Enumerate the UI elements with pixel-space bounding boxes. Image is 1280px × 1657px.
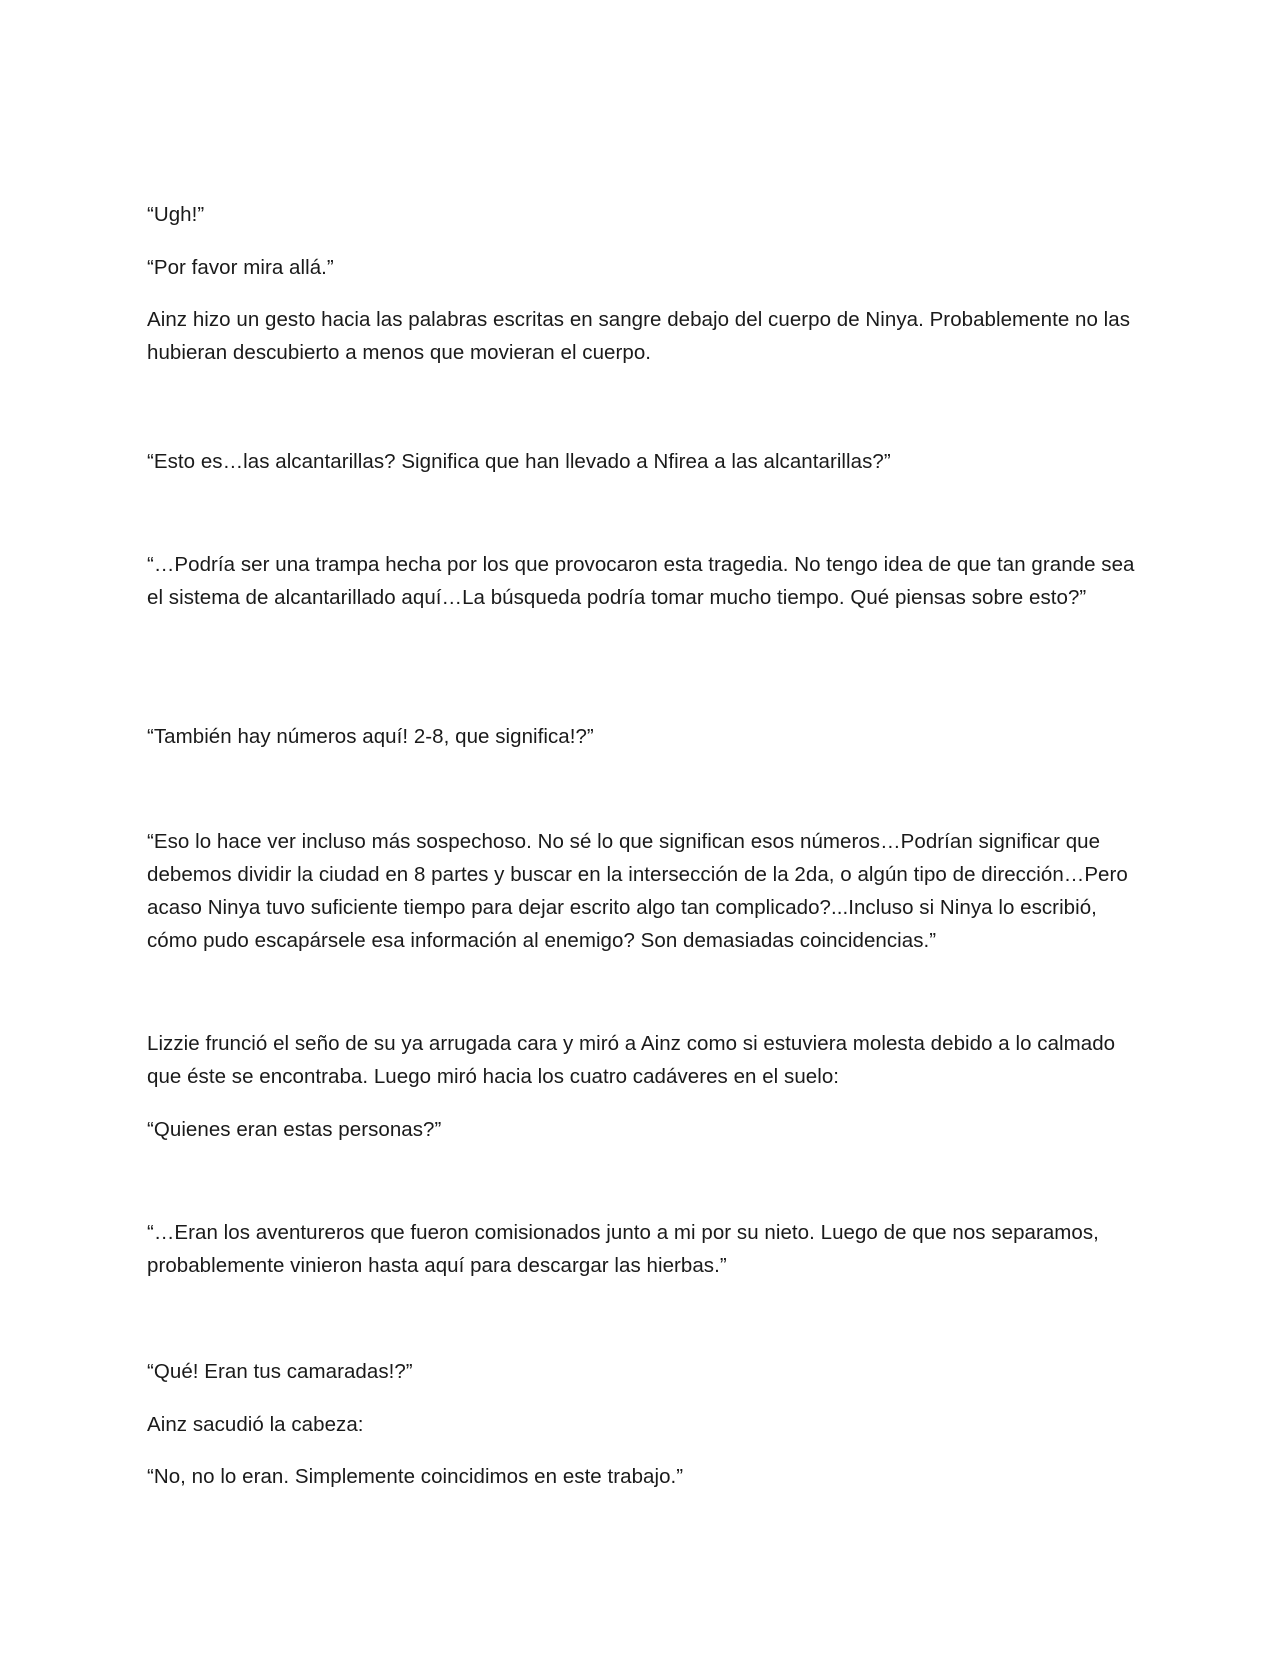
paragraph: Ainz hizo un gesto hacia las palabras escritas en sangre debajo del cuerpo de Ninya. Probablemente no las hubieran descubierto a menos que movieran el cuerpo. <box>147 308 1131 364</box>
paragraph: “Eso lo hace ver incluso más sospechoso. No sé lo que significan esos números…Podrían significar que debemos dividir la ciudad en 8 partes y buscar en la intersección de la 2da, o algún tipo de dirección…Pero acaso Ninya tuvo suficiente tiempo para dejar escrito algo tan complicado?...Incluso si Ninya lo escribió, cómo pudo escapársele esa información al enemigo? Son demasiadas coincidencias.” <box>147 830 1128 952</box>
paragraph: “Ugh!” <box>147 203 205 226</box>
paragraph: Lizzie frunció el seño de su ya arrugada cara y miró a Ainz como si estuviera molesta debido a lo calmado que éste se encontraba. Luego miró hacia los cuatro cadáveres en el suelo: <box>147 1032 1116 1088</box>
paragraph: “…Podría ser una trampa hecha por los que provocaron esta tragedia. No tengo idea de que tan grande sea el sistema de alcantarillado aquí…La búsqueda podría tomar mucho tiempo. Qué piensas sobre esto?” <box>147 553 1135 609</box>
paragraph: “También hay números aquí! 2-8, que significa!?” <box>147 725 594 748</box>
paragraph: Ainz sacudió la cabeza: <box>147 1413 364 1436</box>
paragraph: “Qué! Eran tus camaradas!?” <box>147 1360 413 1383</box>
paragraph: “Quienes eran estas personas?” <box>147 1118 442 1141</box>
paragraph: “…Eran los aventureros que fueron comisionados junto a mi por su nieto. Luego de que nos separamos, probablemente vinieron hasta aquí para descargar las hierbas.” <box>147 1221 1099 1277</box>
paragraph: “No, no lo eran. Simplemente coincidimos en este trabajo.” <box>147 1465 684 1488</box>
paragraph: “Esto es…las alcantarillas? Significa que han llevado a Nfirea a las alcantarillas?” <box>147 450 891 473</box>
paragraph: “Por favor mira allá.” <box>147 256 334 279</box>
